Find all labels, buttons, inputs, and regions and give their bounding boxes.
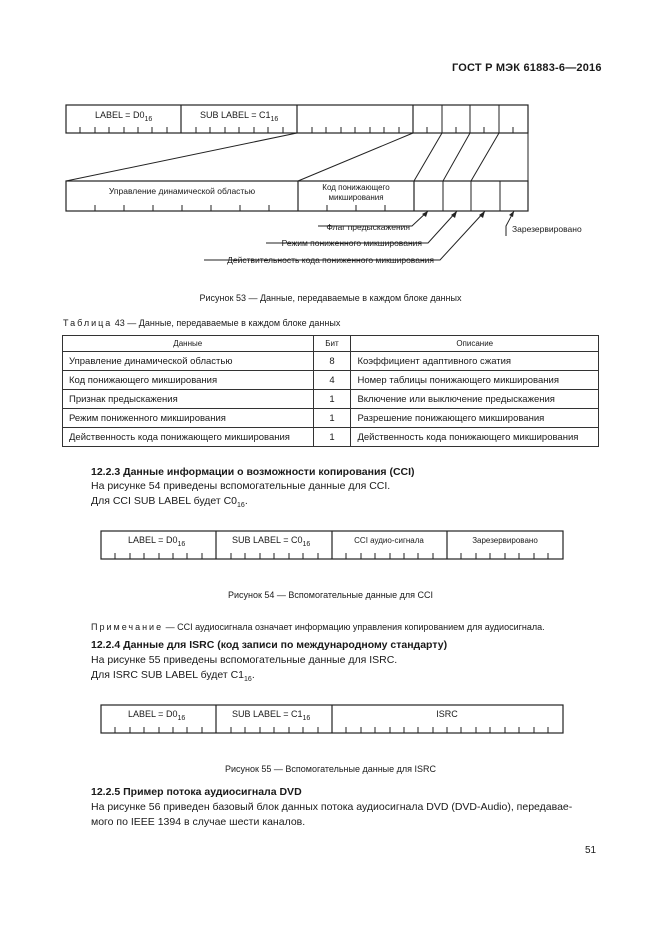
table-cell: 4 <box>313 371 351 390</box>
fig53-callout-downmix-mode: Режим пониженного микширования <box>281 238 422 248</box>
table-cell: Номер таблицы понижающего микширования <box>351 371 599 390</box>
table-cell: 8 <box>313 352 351 371</box>
note-cci: Примечание — CCI аудиосигнала означает информацию управления копированием для аудиосигнала. <box>91 622 545 632</box>
table-header-data: Данные <box>63 336 314 352</box>
table-row <box>63 352 599 371</box>
figure-55-diagram <box>0 699 661 744</box>
fig53-callout-downmix-validity: Действительность кода пониженного микширования <box>227 255 434 265</box>
table-cell: Действенность кода понижающего микширования <box>63 428 314 447</box>
table-cell: 1 <box>313 409 351 428</box>
fig54-sublabel: SUB LABEL = $C0_{16}$ <box>232 535 311 548</box>
table-cell: Действенность кода понижающего микширования <box>351 428 599 447</box>
fig54-field-reserved: Зарезервировано <box>472 536 538 545</box>
section-cci-line1: На рисунке 54 приведены вспомогательные данные для CCI. <box>91 480 391 492</box>
fig54-label: LABEL = $D0_{16}$ <box>128 535 186 548</box>
table-cell: Признак предыскажения <box>63 390 314 409</box>
section-isrc-heading: 12.2.4 Данные для ISRC (код записи по международному стандарту) <box>91 639 448 651</box>
fig54-field-cci: CCI аудио-сигнала <box>354 536 424 545</box>
table-43 <box>62 335 599 447</box>
fig53-field-downmix-l1: Код понижающего <box>322 183 390 192</box>
table-cell: 1 <box>313 390 351 409</box>
fig53-callout-reserved: Зарезервировано <box>512 224 582 234</box>
fig55-field-isrc: ISRC <box>436 709 458 719</box>
section-dvd-heading: 12.2.5 Пример потока аудиосигнала DVD <box>91 786 302 798</box>
figure-54-caption: Рисунок 54 — Вспомогательные данные для CCI <box>227 590 434 600</box>
table-cell: 1 <box>313 428 351 447</box>
table-header-row <box>63 336 599 352</box>
table-43-caption: Таблица 43 — Данные, передаваемые в каждом блоке данных <box>63 318 341 328</box>
fig53-field-downmix-l2: микширования <box>328 193 384 202</box>
figure-53-diagram <box>0 0 661 300</box>
page-number: 51 <box>585 845 597 856</box>
fig55-label: LABEL = $D0_{16}$ <box>128 709 186 722</box>
table-cell: Включение или выключение предыскажения <box>351 390 599 409</box>
section-cci-heading: 12.2.3 Данные информации о возможности копирования (CCI) <box>91 466 415 478</box>
section-dvd-line2: мого по IEEE 1394 в случае шести каналов. <box>91 816 306 828</box>
fig53-sublabel: SUB LABEL = $C1_{16}$ <box>200 110 279 123</box>
figure-54-diagram <box>0 525 661 570</box>
table-cell: Коэффициент адаптивного сжатия <box>351 352 599 371</box>
table-row <box>63 409 599 428</box>
fig53-callout-preemphasis: Флаг предыскажения <box>326 222 410 232</box>
table-header-description: Описание <box>351 336 599 352</box>
fig53-label: LABEL = $D0_{16}$ <box>95 110 153 123</box>
table-cell: Управление динамической областью <box>63 352 314 371</box>
section-dvd-line1: На рисунке 56 приведен базовый блок данных потока аудиосигнала DVD (DVD-Audio), передавае- <box>91 801 573 813</box>
table-row <box>63 390 599 409</box>
table-header-bits: Бит <box>313 336 351 352</box>
table-cell: Режим пониженного микширования <box>63 409 314 428</box>
table-cell: Код понижающего микширования <box>63 371 314 390</box>
table-row <box>63 428 599 447</box>
section-cci-line2: Для CCI SUB LABEL будет $C0_{16}$. <box>91 495 248 510</box>
figure-55-caption: Рисунок 55 — Вспомогательные данные для ISRC <box>224 764 437 774</box>
standard-header: ГОСТ Р МЭК 61883-6—2016 <box>452 62 602 74</box>
fig55-sublabel: SUB LABEL = $C1_{16}$ <box>232 709 311 722</box>
fig53-field-dynamic: Управление динамической областью <box>108 186 256 196</box>
section-isrc-line1: На рисунке 55 приведены вспомогательные данные для ISRC. <box>91 654 398 666</box>
table-row <box>63 371 599 390</box>
figure-53-caption: Рисунок 53 — Данные, передаваемые в каждом блоке данных <box>199 293 462 303</box>
table-cell: Разрешение понижающего микширования <box>351 409 599 428</box>
section-isrc-line2: Для ISRC SUB LABEL будет $C1_{16}$. <box>91 669 255 684</box>
